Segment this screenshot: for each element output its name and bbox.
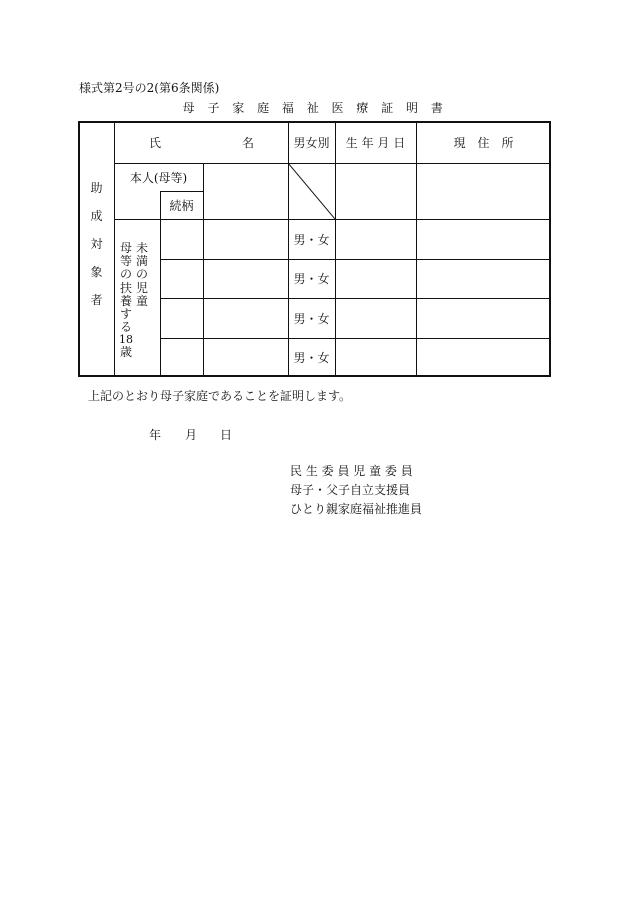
children-label-col1: 未 満 の 児 童: [135, 241, 148, 308]
header-gender: 男女別: [293, 135, 330, 150]
children-label-col2: 母 等 の 扶 養 す る 18 歳: [119, 241, 133, 360]
date-day: 日: [220, 428, 233, 442]
principal-label: 本人(母等): [129, 170, 188, 185]
header-address: 現 住 所: [453, 135, 514, 150]
rule-child-row-3: [160, 338, 551, 339]
side-label: 助 成 対 象 者: [90, 181, 103, 307]
rule-child-row-1: [160, 259, 551, 260]
signatory-2: 母子・父子自立支援員: [290, 483, 411, 497]
date-year: 年: [149, 428, 162, 442]
rule-side-label: [114, 121, 115, 377]
child-3-gender: 男・女: [293, 311, 330, 326]
form-id: 様式第2号の2(第6条関係): [79, 81, 220, 95]
date-month: 月: [185, 428, 198, 442]
header-name-given: 名: [241, 135, 254, 150]
rule-relation: [203, 163, 204, 377]
child-1-gender: 男・女: [293, 232, 330, 247]
header-birthdate: 生 年 月 日: [345, 135, 406, 150]
signatory-3: ひとり親家庭福祉推進員: [290, 502, 423, 516]
signatory-1: 民 生 委 員 児 童 委 員: [290, 464, 413, 478]
statement-text: 上記のとおり母子家庭であることを証明します。: [88, 389, 352, 403]
child-4-gender: 男・女: [293, 351, 330, 365]
rule-child-row-2: [160, 298, 551, 299]
header-name-surname: 氏: [148, 135, 161, 150]
document-title: 母 子 家 庭 福 祉 医 療 証 明 書: [182, 101, 448, 115]
child-2-gender: 男・女: [293, 272, 330, 286]
gender-slash: [288, 163, 335, 219]
relation-label: 続柄: [169, 198, 194, 213]
